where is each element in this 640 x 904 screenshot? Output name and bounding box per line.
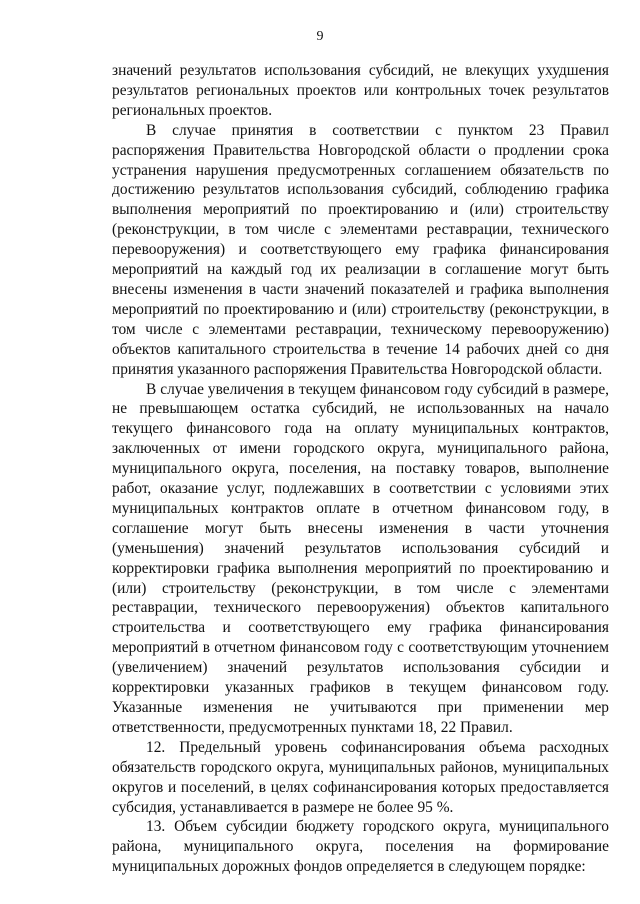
document-body	[112, 61, 609, 877]
paragraph-extension-deadline: В случае принятия в соответствии с пунктом 23 Правил распоряжения Правительства Новгородской области о продлении срока устранения нарушения предусмотренных соглашением обязательств по достижению результатов использования субсидий, соблюдению графика выполнения мероприятий по проектированию и (или) строительству (реконструкции, в том числе с элементами реставрации, технического перевооружения) и соответствующего ему графика финансирования мероприятий на каждый год их реализации в соглашение могут быть внесены изменения в части значений показателей и графика выполнения мероприятий по проектированию и (или) строительству (реконструкции, в том числе с элементами реставрации, техническому перевооружению) объектов капитального строительства в течение 14 рабочих дней со дня принятия указанного распоряжения Правительства Новгородской области.	[112, 121, 609, 378]
paragraph-item-13: 13. Объем субсидии бюджету городского округа, муниципального района, муниципального округа, поселения на формирование муниципальных дорожных фондов определяется в следующем порядке:	[112, 818, 609, 876]
paragraph-continuation: значений результатов использования субсидий, не влекущих ухудшения результатов региональных проектов или контрольных точек результатов региональных проектов.	[112, 62, 609, 119]
paragraph-subsidy-increase: В случае увеличения в текущем финансовом году субсидий в размере, не превышающем остатка субсидий, не использованных на начало текущего финансового года на оплату муниципальных контрактов, заключенных от имени городского округа, муниципального района, муниципального округа, поселения, на поставку товаров, выполнение работ, оказание услуг, подлежавших в соответствии с условиями этих муниципальных контрактов оплате в отчетном финансовом году, в соглашение могут быть внесены изменения в части уточнения (уменьшения) значений результатов использования субсидий и корректировки графика выполнения мероприятий по проектированию и (или) строительству (реконструкции, в том числе с элементами реставрации, технического перевооружения) объектов капитального строительства и соответствующего ему графика финансирования мероприятий в отчетном финансовом году с соответствующим уточнением (увеличением) значений результатов использования субсидии и корректировки указанных графиков в текущем финансовом году. Указанные изменения не учитываются при применении мер ответственности, предусмотренных пунктами 18, 22 Правил.	[112, 380, 609, 736]
page-number: 9	[316, 29, 324, 44]
paragraph-item-12: 12. Предельный уровень софинансирования объема расходных обязательств городского округа, муниципальных районов, муниципальных округов и поселений, в целях софинансирования которых предоставляется субсидия, устанавливается в размере не более 95 %.	[112, 738, 609, 816]
